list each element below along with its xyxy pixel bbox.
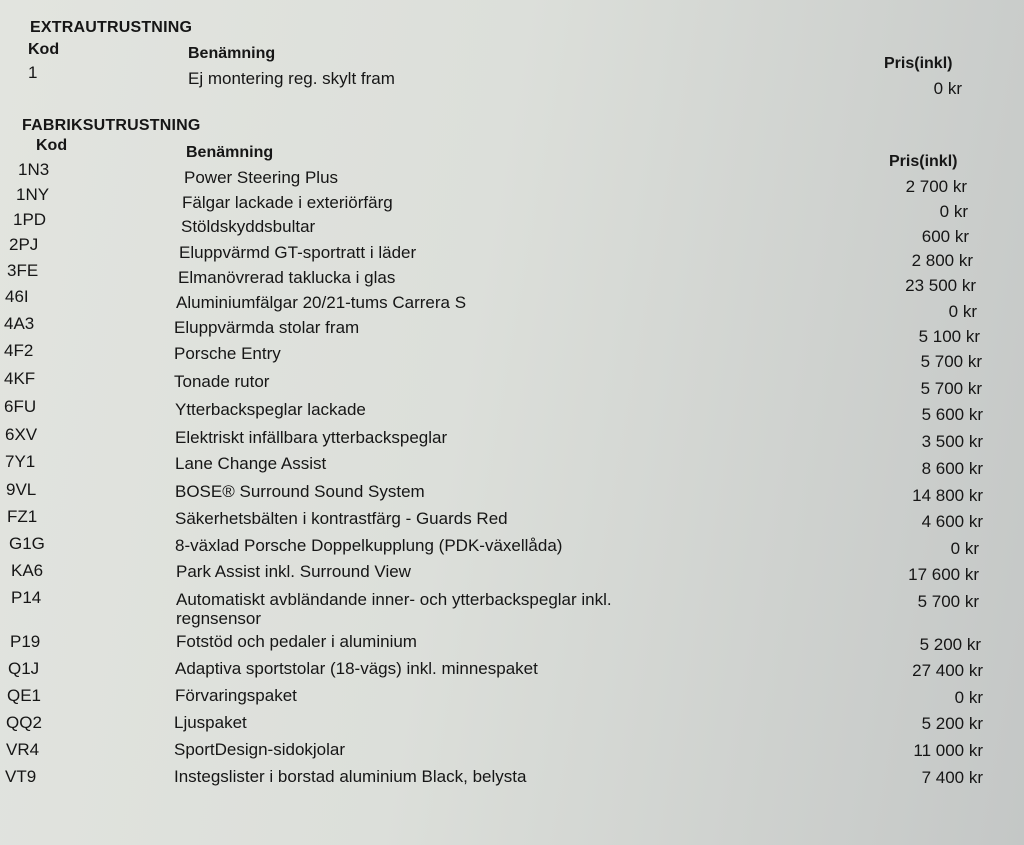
table-row-name: Elektriskt infällbara ytterbackspeglar [175,428,448,447]
table-row-name: Eluppvärmda stolar fram [174,318,360,337]
table-row-code: 2PJ [9,235,39,254]
table-row-price: 14 800 kr [912,486,983,505]
table-row-code: 4F2 [4,341,34,360]
table-row-code: 4A3 [4,314,35,333]
table-row-name: SportDesign-sidokjolar [174,740,346,759]
table-row-price: 5 700 kr [920,379,982,398]
table-row-name: BOSE® Surround Sound System [175,482,425,501]
table-row-code: P19 [10,632,41,651]
table-row-code: G1G [9,534,45,553]
table-row-code: 4KF [4,369,36,388]
table-row-code: FZ1 [7,507,38,526]
table-row-price: 7 400 kr [921,768,983,787]
table-row-price: 5 200 kr [919,635,981,654]
table-row-name: Förvaringspaket [175,686,297,705]
table-row-code: VR4 [6,740,40,759]
table-row-name: Fälgar lackade i exteriörfärg [182,193,393,212]
factory-section-title: FABRIKSUTRUSTNING [22,117,201,134]
factory-col-code-header: Kod [36,137,68,154]
table-row-code: Q1J [8,659,40,678]
table-row-name: 8-växlad Porsche Doppelkupplung (PDK-växellåda) [175,536,563,555]
table-row-code: 1NY [16,185,50,204]
table-row-name: Automatiskt avbländande inner- och ytterbackspeglar inkl. regnsensor [176,590,612,628]
factory-col-price-header: Pris(inkl) [889,153,958,170]
extra-col-code-header: Kod [28,41,60,58]
table-row-price: 0 kr [954,688,983,707]
table-row-price: 0 kr [939,202,968,221]
table-row-name: Adaptiva sportstolar (18-vägs) inkl. minnespaket [175,659,538,678]
table-row-price: 17 600 kr [908,565,979,584]
table-row-name: Säkerhetsbälten i kontrastfärg - Guards Red [175,509,508,528]
table-row-code: 7Y1 [5,452,36,471]
table-row-code: VT9 [5,767,37,786]
table-row-name: Aluminiumfälgar 20/21-tums Carrera S [176,293,467,312]
table-row-code: QE1 [7,686,42,705]
table-row-name: Elmanövrerad taklucka i glas [178,268,396,287]
factory-col-name-header: Benämning [186,144,274,161]
table-row-code: P14 [11,588,42,607]
table-row-price: 3 500 kr [921,432,983,451]
table-row-name: Lane Change Assist [175,454,327,473]
table-row-code: 6FU [4,397,37,416]
table-row-price: 0 kr [950,539,979,558]
table-row-price: 5 600 kr [921,405,983,424]
extra-col-price-header: Pris(inkl) [884,55,953,72]
table-row-code: KA6 [11,561,44,580]
table-row-price: 23 500 kr [905,276,976,295]
extra-col-name-header: Benämning [188,45,276,62]
table-row-price: 5 200 kr [921,714,983,733]
table-row-name: Fotstöd och pedaler i aluminium [176,632,417,651]
table-row-code: 6XV [5,425,38,444]
table-row-price: 600 kr [921,227,969,246]
table-row-price: 11 000 kr [913,741,983,760]
table-row-name: Ljuspaket [174,713,247,732]
extra-row-code: 1 [28,63,38,82]
table-row-code: 46I [5,287,29,306]
table-row-price: 8 600 kr [921,459,983,478]
table-row-price: 5 700 kr [917,592,979,611]
table-row-name: Eluppvärmd GT-sportratt i läder [179,243,417,262]
extra-row-price: 0 kr [933,79,962,98]
table-row-price: 4 600 kr [921,512,983,531]
table-row-price: 5 700 kr [920,352,982,371]
table-row-price: 27 400 kr [912,661,983,680]
table-row-name: Park Assist inkl. Surround View [176,562,411,581]
table-row-name: Porsche Entry [174,344,281,363]
table-row-price: 0 kr [948,302,977,321]
table-row-price: 2 800 kr [911,251,973,270]
table-row-code: 1PD [13,210,47,229]
table-row-price: 2 700 kr [905,177,967,196]
table-row-code: QQ2 [6,713,42,732]
extra-section-title: EXTRAUTRUSTNING [30,19,193,36]
table-row-name: Instegslister i borstad aluminium Black, belysta [174,767,527,786]
table-row-name: Ytterbackspeglar lackade [175,400,366,419]
table-row-code: 1N3 [18,160,50,179]
table-row-code: 3FE [7,261,39,280]
table-row-name: Stöldskyddsbultar [181,217,316,236]
table-row-code: 9VL [6,480,37,499]
table-row-name: Power Steering Plus [184,168,339,187]
table-row-price: 5 100 kr [918,327,980,346]
extra-row-name: Ej montering reg. skylt fram [188,69,395,88]
table-row-name: Tonade rutor [174,372,270,391]
